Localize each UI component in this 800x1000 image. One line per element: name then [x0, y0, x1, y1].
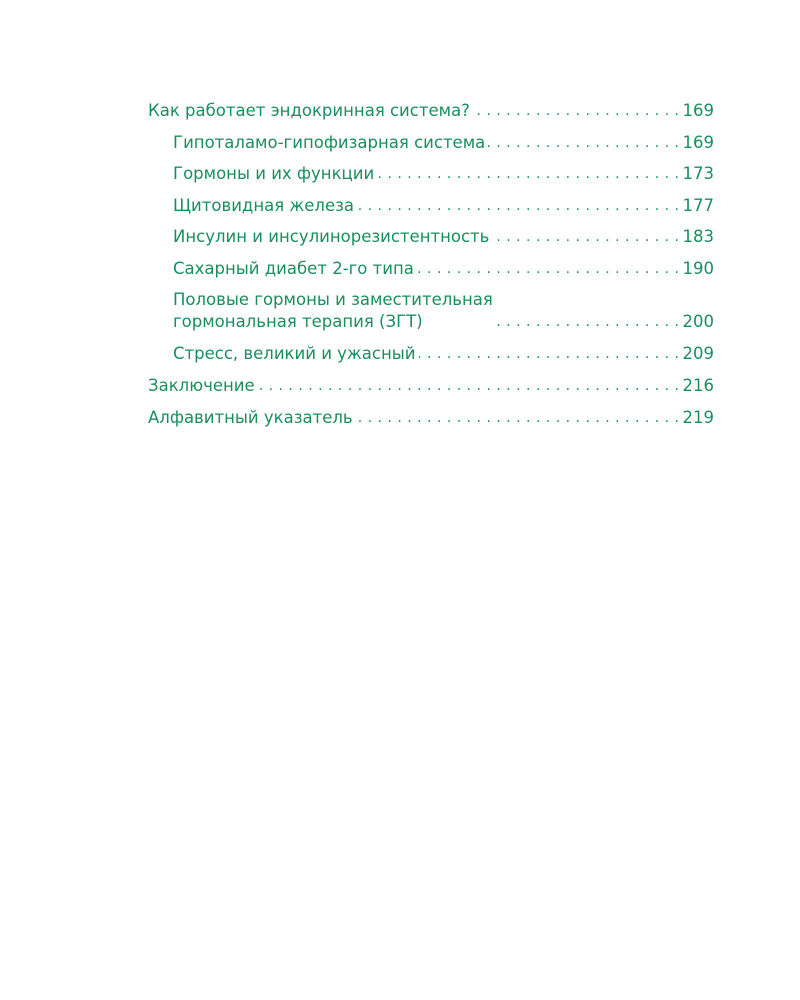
- toc-entry-conclusion[interactable]: [148, 375, 714, 397]
- toc-entry-stress[interactable]: [148, 343, 714, 365]
- toc-entry-sex-hormones[interactable]: [148, 289, 714, 333]
- dot-leader: [496, 311, 680, 333]
- toc-entry-page: 209: [682, 343, 714, 363]
- dot-leader: [258, 375, 680, 397]
- toc-entry-title: Гипоталамо-гипофизарная система: [173, 132, 486, 152]
- toc-entry-hypothalamic-pituitary[interactable]: [148, 132, 714, 154]
- dot-leader: [357, 195, 679, 217]
- toc-entry-page: 177: [682, 195, 714, 215]
- toc-entry-title: Алфавитный указатель: [148, 407, 353, 427]
- toc-entry-title: Как работает эндокринная система?: [148, 101, 470, 120]
- toc-entry-hormones-functions[interactable]: [148, 163, 714, 185]
- toc-entry-title: Гормоны и их функции: [173, 164, 375, 183]
- dot-leader: [492, 226, 679, 248]
- toc-entry-page: 219: [682, 407, 714, 427]
- dot-leader: [473, 100, 680, 122]
- toc-entry-page: 200: [682, 312, 714, 331]
- toc-entry-title-line1: Половые гормоны и заместительная: [173, 290, 493, 309]
- toc-entry-title: Стресс, великий и ужасный: [173, 343, 416, 363]
- toc-entry-page: 190: [682, 258, 714, 278]
- toc-entry-index[interactable]: [148, 407, 714, 429]
- toc-entry-title: Инсулин и инсулинорезистентность: [173, 227, 490, 246]
- dot-leader: [419, 343, 680, 365]
- dot-leader: [417, 258, 680, 280]
- toc-entry-title: Заключение: [148, 375, 255, 395]
- toc-entry-title: Щитовидная железа: [173, 195, 355, 215]
- toc-entry-page: 183: [682, 227, 714, 246]
- toc-entry-thyroid[interactable]: [148, 195, 714, 217]
- dot-leader: [488, 132, 679, 154]
- toc-entry-insulin[interactable]: [148, 226, 714, 248]
- toc-entry-page: 216: [682, 375, 714, 395]
- toc-entry-page: 169: [682, 101, 714, 120]
- dot-leader: [356, 407, 680, 429]
- toc-entry-endocrine-system[interactable]: [148, 100, 714, 122]
- dot-leader: [377, 163, 679, 185]
- table-of-contents: [148, 100, 714, 438]
- toc-entry-page: 173: [682, 164, 714, 183]
- toc-entry-diabetes[interactable]: [148, 258, 714, 280]
- toc-entry-page: 169: [682, 132, 714, 152]
- toc-entry-title: Сахарный диабет 2-го типа: [173, 258, 414, 278]
- toc-entry-title-line2: гормональная терапия (ЗГТ): [173, 312, 423, 331]
- toc-entry-title: [173, 289, 493, 333]
